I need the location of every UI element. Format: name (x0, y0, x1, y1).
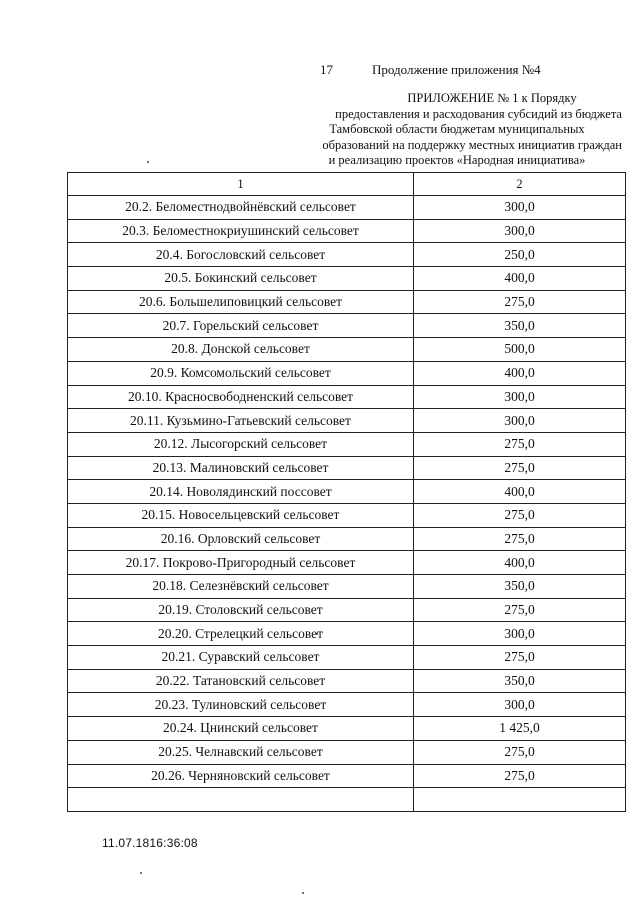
table-row (68, 314, 626, 338)
municipality-name: 20.24. Цнинский сельсовет (68, 717, 414, 741)
municipality-name: 20.19. Столовский сельсовет (68, 598, 414, 622)
table-row (68, 385, 626, 409)
appendix-header (292, 91, 622, 169)
municipality-name: 20.21. Суравский сельсовет (68, 646, 414, 670)
municipality-name: 20.5. Бокинский сельсовет (68, 267, 414, 291)
empty-cell (68, 788, 414, 812)
municipality-name: 20.6. Большелиповицкий сельсовет (68, 290, 414, 314)
municipality-name: 20.14. Новолядинский поссовет (68, 480, 414, 504)
print-timestamp: 11.07.1816:36:08 (102, 836, 198, 850)
municipality-name: 20.26. Черняновский сельсовет (68, 764, 414, 788)
subsidy-amount: 250,0 (414, 243, 626, 267)
municipality-name: 20.3. Беломестнокриушинский сельсовет (68, 219, 414, 243)
appendix-title: ПРИЛОЖЕНИЕ № 1 к Порядку (407, 91, 577, 105)
table-row (68, 480, 626, 504)
scan-speck (140, 872, 142, 874)
municipality-name: 20.11. Кузьмино-Гатьевский сельсовет (68, 409, 414, 433)
subsidy-amount: 400,0 (414, 551, 626, 575)
municipality-name: 20.10. Красносвободненский сельсовет (68, 385, 414, 409)
subsidy-amount: 275,0 (414, 740, 626, 764)
subsidy-amount: 275,0 (414, 503, 626, 527)
municipality-name: 20.18. Селезнёвский сельсовет (68, 575, 414, 599)
subsidy-amount: 1 425,0 (414, 717, 626, 741)
subsidy-amount: 300,0 (414, 693, 626, 717)
table-row (68, 764, 626, 788)
subsidy-amount: 350,0 (414, 314, 626, 338)
appendix-line: образований на поддержку местных инициатив граждан (322, 137, 622, 152)
subsidy-amount: 300,0 (414, 196, 626, 220)
scan-speck (147, 161, 149, 163)
table-row (68, 598, 626, 622)
subsidy-amount: 500,0 (414, 338, 626, 362)
subsidy-amount: 300,0 (414, 219, 626, 243)
subsidy-amount: 275,0 (414, 290, 626, 314)
column-header: 1 (68, 173, 414, 196)
continuation-title: Продолжение приложения №4 (372, 62, 541, 77)
subsidy-amount: 275,0 (414, 527, 626, 551)
table-row (68, 267, 626, 291)
subsidy-amount: 275,0 (414, 598, 626, 622)
table-row (68, 717, 626, 741)
table-row (68, 646, 626, 670)
table-row (68, 740, 626, 764)
subsidy-amount: 300,0 (414, 622, 626, 646)
table-row (68, 432, 626, 456)
table-row (68, 622, 626, 646)
table-row (68, 243, 626, 267)
subsidy-amount: 350,0 (414, 669, 626, 693)
subsidy-amount: 400,0 (414, 480, 626, 504)
municipality-name: 20.2. Беломестнодвойнёвский сельсовет (68, 196, 414, 220)
municipality-name: 20.23. Тулиновский сельсовет (68, 693, 414, 717)
municipality-name: 20.4. Богословский сельсовет (68, 243, 414, 267)
municipality-name: 20.7. Горельский сельсовет (68, 314, 414, 338)
municipality-name: 20.15. Новосельцевский сельсовет (68, 503, 414, 527)
table-row (68, 196, 626, 220)
table-row (68, 527, 626, 551)
subsidy-amount: 350,0 (414, 575, 626, 599)
table-row (68, 409, 626, 433)
appendix-line: и реализацию проектов «Народная инициатива» (328, 153, 586, 167)
table-row (68, 551, 626, 575)
municipality-name: 20.22. Татановский сельсовет (68, 669, 414, 693)
subsidy-amount: 275,0 (414, 432, 626, 456)
scan-speck (302, 892, 304, 894)
table-body (68, 196, 626, 812)
table-row (68, 693, 626, 717)
subsidy-amount: 275,0 (414, 764, 626, 788)
subsidy-amount: 275,0 (414, 646, 626, 670)
table-row (68, 575, 626, 599)
municipality-name: 20.17. Покрово-Пригородный сельсовет (68, 551, 414, 575)
appendix-line: предоставления и расходования субсидий из бюджета (335, 106, 622, 121)
municipality-name: 20.20. Стрелецкий сельсовет (68, 622, 414, 646)
subsidy-amount: 400,0 (414, 267, 626, 291)
table-header-row (68, 173, 626, 196)
municipality-name: 20.25. Челнавский сельсовет (68, 740, 414, 764)
table-row (68, 361, 626, 385)
subsidy-amount: 300,0 (414, 409, 626, 433)
empty-cell (414, 788, 626, 812)
subsidy-amount: 300,0 (414, 385, 626, 409)
municipality-name: 20.13. Малиновский сельсовет (68, 456, 414, 480)
table-row (68, 290, 626, 314)
municipality-name: 20.12. Лысогорский сельсовет (68, 432, 414, 456)
page-number: 17 (320, 62, 333, 77)
table-row (68, 338, 626, 362)
table-row (68, 503, 626, 527)
column-header: 2 (414, 173, 626, 196)
subsidy-amount: 275,0 (414, 456, 626, 480)
subsidy-table (67, 172, 626, 812)
municipality-name: 20.9. Комсомольский сельсовет (68, 361, 414, 385)
municipality-name: 20.16. Орловский сельсовет (68, 527, 414, 551)
table-row (68, 456, 626, 480)
table-row (68, 669, 626, 693)
table-row-empty (68, 788, 626, 812)
municipality-name: 20.8. Донской сельсовет (68, 338, 414, 362)
table-row (68, 219, 626, 243)
appendix-line: Тамбовской области бюджетам муниципальных (329, 122, 585, 136)
subsidy-amount: 400,0 (414, 361, 626, 385)
